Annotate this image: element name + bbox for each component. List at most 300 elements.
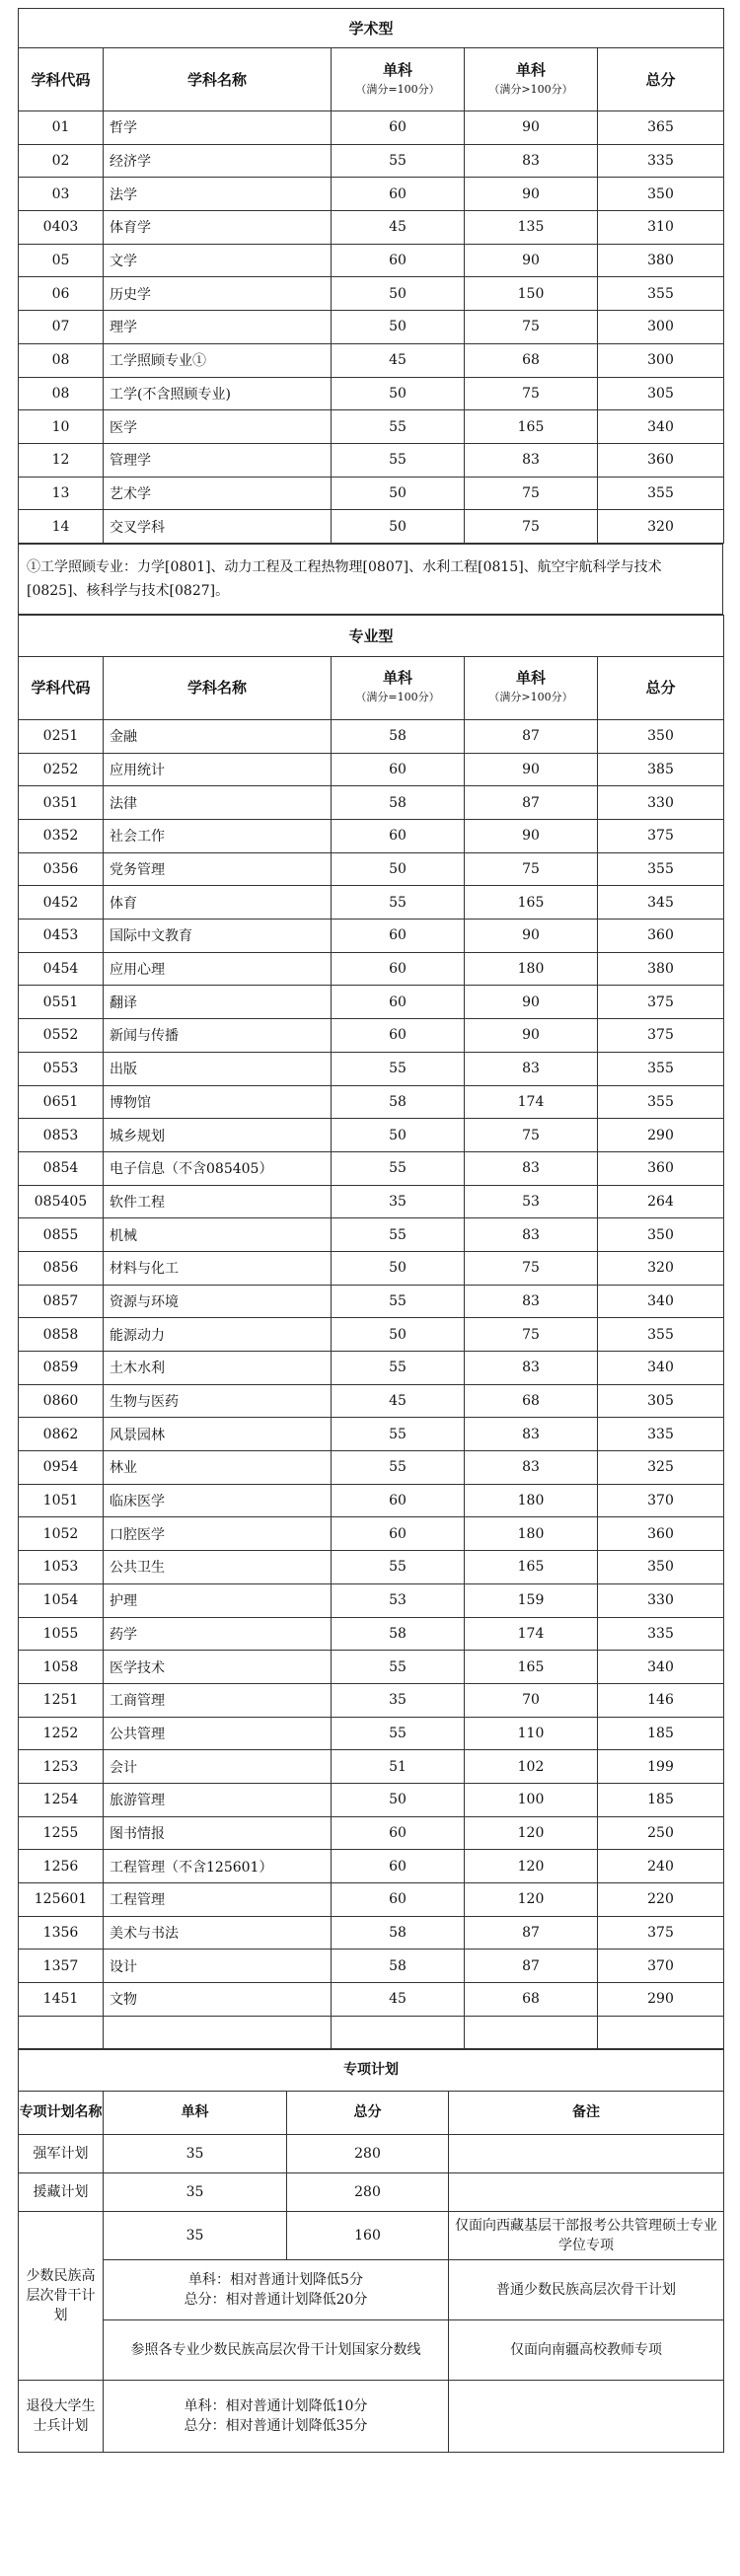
single-score-100: 50 [332, 510, 465, 544]
subject-code: 13 [19, 477, 104, 510]
subject-name: 林业 [104, 1451, 332, 1485]
single-score-100: 45 [332, 343, 465, 377]
subject-name: 医学技术 [104, 1651, 332, 1684]
subject-name: 医学 [104, 410, 332, 444]
subject-code: 1055 [19, 1617, 104, 1651]
minority-single: 35 [104, 2211, 287, 2259]
subject-name: 新闻与传播 [104, 1019, 332, 1053]
subject-code: 0352 [19, 820, 104, 853]
total-score: 365 [598, 111, 724, 145]
total-score: 350 [598, 1218, 724, 1252]
header-single-100: 单科 （满分=100分） [332, 48, 465, 111]
single-score-over-100: 90 [465, 986, 598, 1019]
minority-remark-tibet: 仅面向西藏基层干部报考公共管理硕士专业学位专项 [449, 2211, 724, 2259]
subject-name: 党务管理 [104, 852, 332, 886]
table-row [19, 1052, 724, 1085]
minority-rules: 单科：相对普通计划降低5分 总分：相对普通计划降低20分 [104, 2259, 449, 2319]
empty-cell [332, 2016, 465, 2048]
subject-code: 1054 [19, 1583, 104, 1617]
header-code: 学科代码 [19, 48, 104, 111]
single-score-over-100: 83 [465, 1285, 598, 1318]
single-score-100: 60 [332, 820, 465, 853]
single-score-100: 50 [332, 477, 465, 510]
total-score: 185 [598, 1717, 724, 1750]
subject-name: 应用统计 [104, 753, 332, 786]
table-row [19, 211, 724, 245]
table-row [19, 1251, 724, 1285]
table-row [19, 1683, 724, 1717]
table-row [19, 886, 724, 920]
subject-code: 12 [19, 443, 104, 477]
empty-cell [465, 2016, 598, 2048]
subject-name: 旅游管理 [104, 1783, 332, 1816]
single-score-100: 58 [332, 1916, 465, 1950]
table-row [19, 477, 724, 510]
single-score-100: 60 [332, 1883, 465, 1917]
total-score: 310 [598, 211, 724, 245]
total-score: 370 [598, 1484, 724, 1517]
total-score: 350 [598, 719, 724, 753]
single-score-over-100: 165 [465, 410, 598, 444]
subject-code: 0452 [19, 886, 104, 920]
subject-name: 工程管理 [104, 1883, 332, 1917]
single-score-over-100: 120 [465, 1850, 598, 1883]
subject-code: 0252 [19, 753, 104, 786]
subject-code: 0853 [19, 1119, 104, 1152]
single-score-over-100: 75 [465, 510, 598, 544]
header-name: 学科名称 [104, 656, 332, 719]
total-score: 320 [598, 1251, 724, 1285]
professional-caption: 专业型 [19, 615, 724, 656]
single-score-100: 55 [332, 1352, 465, 1385]
total-score: 340 [598, 410, 724, 444]
single-score-100: 35 [332, 1185, 465, 1218]
subject-code: 0651 [19, 1085, 104, 1119]
table-row [19, 1850, 724, 1883]
table-row [19, 1352, 724, 1385]
total-score: 370 [598, 1950, 724, 1983]
single-score-100: 50 [332, 311, 465, 344]
table-row [19, 1551, 724, 1584]
total-score: 325 [598, 1451, 724, 1485]
subject-name: 金融 [104, 719, 332, 753]
single-score-over-100: 83 [465, 443, 598, 477]
total-score: 240 [598, 1850, 724, 1883]
single-score-100: 55 [332, 1551, 465, 1584]
table-row [19, 311, 724, 344]
subject-name: 材料与化工 [104, 1251, 332, 1285]
plan-name-army: 强军计划 [19, 2134, 104, 2172]
subject-name: 临床医学 [104, 1484, 332, 1517]
single-score-over-100: 180 [465, 952, 598, 986]
table-row [19, 1950, 724, 1983]
single-score-100: 50 [332, 277, 465, 311]
table-row [19, 510, 724, 544]
total-score: 355 [598, 1318, 724, 1352]
table-row [19, 986, 724, 1019]
subject-name: 理学 [104, 311, 332, 344]
academic-footnote: ①工学照顾专业：力学[0801]、动力工程及工程热物理[0807]、水利工程[0815]、航空宇航科学与技术[0825]、核科学与技术[0827]。 [19, 544, 723, 614]
single-score-over-100: 75 [465, 311, 598, 344]
single-score-over-100: 87 [465, 1916, 598, 1950]
total-score: 355 [598, 1085, 724, 1119]
veteran-remark [449, 2380, 724, 2452]
table-row [19, 1617, 724, 1651]
single-score-over-100: 90 [465, 920, 598, 953]
academic-table [18, 8, 724, 544]
subject-name: 博物馆 [104, 1085, 332, 1119]
single-score-100: 45 [332, 211, 465, 245]
single-score-over-100: 83 [465, 144, 598, 178]
subject-name: 工程管理（不含125601） [104, 1850, 332, 1883]
single-score-over-100: 75 [465, 1318, 598, 1352]
single-score-over-100: 68 [465, 1384, 598, 1418]
table-row [19, 1318, 724, 1352]
total-score: 385 [598, 753, 724, 786]
table-row [19, 920, 724, 953]
single-score-over-100: 135 [465, 211, 598, 245]
total-score: 360 [598, 443, 724, 477]
subject-name: 法学 [104, 178, 332, 211]
single-score-over-100: 102 [465, 1750, 598, 1784]
total-score: 185 [598, 1783, 724, 1816]
table-row [19, 277, 724, 311]
single-score-over-100: 165 [465, 1551, 598, 1584]
single-score-100: 60 [332, 178, 465, 211]
total-score: 355 [598, 477, 724, 510]
single-score-over-100: 150 [465, 277, 598, 311]
table-row [19, 1384, 724, 1418]
single-score-100: 60 [332, 1816, 465, 1850]
plan-remark-army [449, 2134, 724, 2172]
subject-name: 社会工作 [104, 820, 332, 853]
table-row [19, 852, 724, 886]
single-score-100: 60 [332, 111, 465, 145]
subject-code: 0551 [19, 986, 104, 1019]
subject-name: 会计 [104, 1750, 332, 1784]
table-row [19, 1119, 724, 1152]
subject-code: 1253 [19, 1750, 104, 1784]
single-score-over-100: 159 [465, 1583, 598, 1617]
table-row [19, 1783, 724, 1816]
subject-code: 03 [19, 178, 104, 211]
subject-name: 文学 [104, 244, 332, 277]
minority-remark-general: 普通少数民族高层次骨干计划 [449, 2259, 724, 2319]
header-plan-name: 专项计划名称 [19, 2091, 104, 2134]
table-row [19, 1583, 724, 1617]
subject-code: 0857 [19, 1285, 104, 1318]
table-row [19, 1451, 724, 1485]
single-score-100: 55 [332, 886, 465, 920]
total-score: 220 [598, 1883, 724, 1917]
subject-name: 公共管理 [104, 1717, 332, 1750]
single-score-over-100: 87 [465, 1950, 598, 1983]
table-row [19, 1983, 724, 2017]
subject-code: 1356 [19, 1916, 104, 1950]
table-row [19, 1218, 724, 1252]
single-score-over-100: 90 [465, 753, 598, 786]
table-row [19, 1651, 724, 1684]
single-score-over-100: 165 [465, 1651, 598, 1684]
table-row [19, 410, 724, 444]
single-score-100: 58 [332, 1950, 465, 1983]
total-score: 350 [598, 178, 724, 211]
total-score: 350 [598, 1551, 724, 1584]
subject-code: 14 [19, 510, 104, 544]
single-score-100: 45 [332, 1983, 465, 2017]
header-code: 学科代码 [19, 656, 104, 719]
total-score: 360 [598, 1517, 724, 1551]
subject-name: 口腔医学 [104, 1517, 332, 1551]
table-row [19, 1517, 724, 1551]
single-score-100: 60 [332, 952, 465, 986]
subject-name: 法律 [104, 786, 332, 820]
single-score-over-100: 87 [465, 719, 598, 753]
subject-name: 药学 [104, 1617, 332, 1651]
subject-code: 085405 [19, 1185, 104, 1218]
subject-name: 体育学 [104, 211, 332, 245]
total-score: 330 [598, 786, 724, 820]
single-score-over-100: 87 [465, 786, 598, 820]
total-score: 330 [598, 1583, 724, 1617]
subject-name: 美术与书法 [104, 1916, 332, 1950]
total-score: 380 [598, 952, 724, 986]
total-score: 264 [598, 1185, 724, 1218]
subject-name: 公共卫生 [104, 1551, 332, 1584]
plan-single-army: 35 [104, 2134, 287, 2172]
table-row [19, 1085, 724, 1119]
single-score-100: 50 [332, 377, 465, 410]
subject-code: 0860 [19, 1384, 104, 1418]
single-score-over-100: 75 [465, 477, 598, 510]
single-score-100: 58 [332, 1085, 465, 1119]
table-row [19, 443, 724, 477]
total-score: 290 [598, 1983, 724, 2017]
header-name: 学科名称 [104, 48, 332, 111]
empty-cell [104, 2016, 332, 2048]
subject-code: 1053 [19, 1551, 104, 1584]
subject-code: 0356 [19, 852, 104, 886]
single-score-100: 55 [332, 410, 465, 444]
header-total: 总分 [598, 656, 724, 719]
table-row [19, 144, 724, 178]
subject-name: 哲学 [104, 111, 332, 145]
total-score: 360 [598, 1151, 724, 1185]
academic-caption: 学术型 [19, 9, 724, 48]
plan-name-minority: 少数民族高层次骨干计划 [19, 2211, 104, 2380]
table-row [19, 820, 724, 853]
table-row [19, 1484, 724, 1517]
subject-code: 10 [19, 410, 104, 444]
single-score-over-100: 75 [465, 377, 598, 410]
subject-code: 08 [19, 343, 104, 377]
subject-code: 07 [19, 311, 104, 344]
total-score: 290 [598, 1119, 724, 1152]
subject-code: 0862 [19, 1418, 104, 1451]
subject-name: 历史学 [104, 277, 332, 311]
subject-code: 1256 [19, 1850, 104, 1883]
header-total: 总分 [287, 2091, 449, 2134]
single-score-over-100: 83 [465, 1052, 598, 1085]
table-row [19, 111, 724, 145]
single-score-100: 55 [332, 144, 465, 178]
single-score-over-100: 83 [465, 1451, 598, 1485]
subject-code: 1058 [19, 1651, 104, 1684]
total-score: 340 [598, 1651, 724, 1684]
total-score: 360 [598, 920, 724, 953]
header-total: 总分 [598, 48, 724, 111]
single-score-100: 58 [332, 786, 465, 820]
single-score-100: 60 [332, 1484, 465, 1517]
subject-name: 工商管理 [104, 1683, 332, 1717]
single-score-over-100: 120 [465, 1816, 598, 1850]
single-score-over-100: 174 [465, 1617, 598, 1651]
subject-name: 图书情报 [104, 1816, 332, 1850]
subject-code: 0403 [19, 211, 104, 245]
single-score-over-100: 83 [465, 1218, 598, 1252]
table-row [19, 1883, 724, 1917]
table-row [19, 719, 724, 753]
subject-name: 出版 [104, 1052, 332, 1085]
single-score-100: 50 [332, 1251, 465, 1285]
single-score-100: 55 [332, 1451, 465, 1485]
total-score: 375 [598, 820, 724, 853]
single-score-100: 60 [332, 920, 465, 953]
subject-code: 06 [19, 277, 104, 311]
single-score-over-100: 180 [465, 1517, 598, 1551]
table-row [19, 786, 724, 820]
table-row [19, 1916, 724, 1950]
table-row [19, 1717, 724, 1750]
subject-code: 02 [19, 144, 104, 178]
subject-code: 08 [19, 377, 104, 410]
total-score: 355 [598, 852, 724, 886]
table-row [19, 1019, 724, 1053]
single-score-100: 55 [332, 1218, 465, 1252]
subject-code: 0552 [19, 1019, 104, 1053]
header-single-over-100: 单科 （满分>100分） [465, 48, 598, 111]
single-score-100: 58 [332, 1617, 465, 1651]
table-row [19, 1151, 724, 1185]
subject-name: 资源与环境 [104, 1285, 332, 1318]
special-caption: 专项计划 [19, 2049, 724, 2091]
header-remark: 备注 [449, 2091, 724, 2134]
subject-code: 0553 [19, 1052, 104, 1085]
single-score-100: 50 [332, 1783, 465, 1816]
total-score: 375 [598, 1019, 724, 1053]
single-score-over-100: 83 [465, 1352, 598, 1385]
single-score-100: 60 [332, 1850, 465, 1883]
table-row [19, 753, 724, 786]
table-row [19, 377, 724, 410]
minority-remark-south-xinjiang: 仅面向南疆高校教师专项 [449, 2319, 724, 2380]
subject-name: 体育 [104, 886, 332, 920]
single-score-100: 50 [332, 1318, 465, 1352]
subject-code: 0859 [19, 1352, 104, 1385]
plan-single-tibet: 35 [104, 2172, 287, 2211]
subject-name: 经济学 [104, 144, 332, 178]
single-score-100: 58 [332, 719, 465, 753]
total-score: 335 [598, 1617, 724, 1651]
total-score: 340 [598, 1352, 724, 1385]
empty-cell [19, 2016, 104, 2048]
total-score: 335 [598, 1418, 724, 1451]
subject-code: 0855 [19, 1218, 104, 1252]
single-score-over-100: 90 [465, 111, 598, 145]
veteran-rules: 单科：相对普通计划降低10分 总分：相对普通计划降低35分 [104, 2380, 449, 2452]
single-score-over-100: 120 [465, 1883, 598, 1917]
single-score-100: 50 [332, 852, 465, 886]
subject-code: 0454 [19, 952, 104, 986]
table-row [19, 1816, 724, 1850]
header-single-over-100: 单科 （满分>100分） [465, 656, 598, 719]
single-score-over-100: 75 [465, 852, 598, 886]
total-score: 340 [598, 1285, 724, 1318]
table-row [19, 1285, 724, 1318]
subject-code: 1051 [19, 1484, 104, 1517]
table-row [19, 178, 724, 211]
subject-name: 交叉学科 [104, 510, 332, 544]
single-score-100: 55 [332, 1418, 465, 1451]
single-score-100: 60 [332, 1019, 465, 1053]
single-score-over-100: 174 [465, 1085, 598, 1119]
subject-name: 管理学 [104, 443, 332, 477]
subject-name: 工学照顾专业① [104, 343, 332, 377]
single-score-100: 51 [332, 1750, 465, 1784]
subject-name: 翻译 [104, 986, 332, 1019]
subject-name: 城乡规划 [104, 1119, 332, 1152]
single-score-over-100: 100 [465, 1783, 598, 1816]
subject-name: 文物 [104, 1983, 332, 2017]
header-single-100: 单科 （满分=100分） [332, 656, 465, 719]
single-score-over-100: 70 [465, 1683, 598, 1717]
plan-total-army: 280 [287, 2134, 449, 2172]
table-row [19, 952, 724, 986]
single-score-100: 55 [332, 1717, 465, 1750]
minority-rule-national: 参照各专业少数民族高层次骨干计划国家分数线 [104, 2319, 449, 2380]
subject-code: 1255 [19, 1816, 104, 1850]
single-score-100: 55 [332, 1052, 465, 1085]
table-row [19, 1418, 724, 1451]
table-row [19, 343, 724, 377]
single-score-over-100: 68 [465, 343, 598, 377]
single-score-over-100: 75 [465, 1119, 598, 1152]
single-score-100: 60 [332, 986, 465, 1019]
single-score-100: 60 [332, 753, 465, 786]
subject-name: 艺术学 [104, 477, 332, 510]
plan-total-tibet: 280 [287, 2172, 449, 2211]
single-score-over-100: 75 [465, 1251, 598, 1285]
single-score-100: 55 [332, 443, 465, 477]
subject-name: 设计 [104, 1950, 332, 1983]
subject-code: 0351 [19, 786, 104, 820]
plan-remark-tibet [449, 2172, 724, 2211]
plan-name-veteran: 退役大学生士兵计划 [19, 2380, 104, 2452]
special-plan-table [18, 2049, 724, 2453]
subject-code: 05 [19, 244, 104, 277]
subject-name: 国际中文教育 [104, 920, 332, 953]
total-score: 300 [598, 343, 724, 377]
subject-code: 125601 [19, 1883, 104, 1917]
single-score-over-100: 83 [465, 1418, 598, 1451]
single-score-100: 50 [332, 1119, 465, 1152]
single-score-over-100: 180 [465, 1484, 598, 1517]
single-score-over-100: 110 [465, 1717, 598, 1750]
single-score-over-100: 90 [465, 244, 598, 277]
subject-code: 0854 [19, 1151, 104, 1185]
total-score: 355 [598, 1052, 724, 1085]
single-score-100: 60 [332, 244, 465, 277]
